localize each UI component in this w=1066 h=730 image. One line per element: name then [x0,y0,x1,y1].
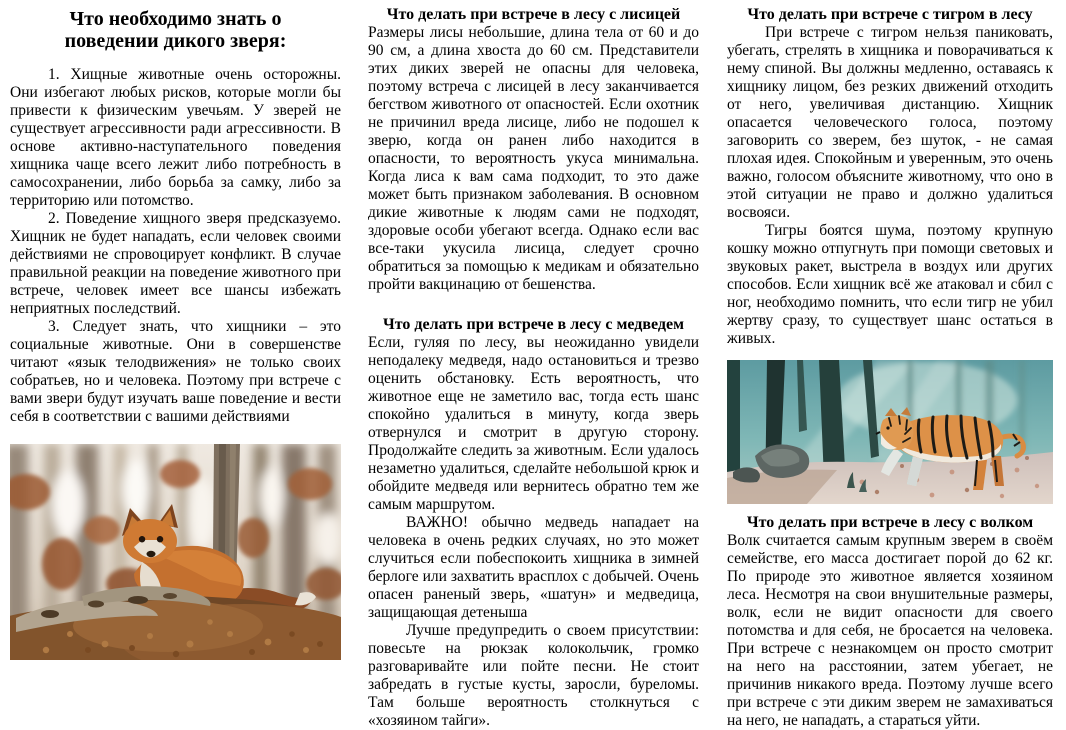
section-bear-heading: Что делать при встрече в лесу с медведем [383,316,684,333]
tiger-photo-illustration [727,360,1053,504]
section-tiger [727,6,1053,348]
fox-photo-illustration [10,444,341,660]
column-tiger-wolf [727,6,1053,730]
section-fox-heading: Что делать при встрече в лесу с лисицей [386,6,681,23]
section-wolf-heading: Что делать при встрече в лесу с волком [746,514,1034,531]
intro-paragraph-2: 2. Поведение хищного зверя предсказуемо. Хищник не будет нападать, если человек своими действиями не спровоцирует конфликт. В случае правильной реакции на поведение животного при встрече, человек имеет все шансы избежать неприятных последствий. [10,210,341,317]
page-title: Что необходимо знать о поведении дикого зверя: [64,8,287,52]
column-fox-bear [368,6,699,730]
section-wolf [727,514,1053,730]
section-tiger-paragraph-1: При встрече с тигром нельзя паниковать, убегать, стрелять в хищника и поворачиваться к нему спиной. Вы должны медленно, оставаясь к хищнику лицом, без резких движений отходить от него, увеличивая дистанцию. Хищник опасается человеческого голоса, поэтому заговорить со зверем, без шуток, - не самая плохая идея. Спокойным и уверенным, это очень важно, голосом объясните животному, что оно в этой ситуации не право и должно удалиться восвояси. [727,24,1053,221]
section-bear-paragraph-3: Лучше предупредить о своем присутствии: повесьте на рюкзак колокольчик, громко разговаривайте или пойте песни. Не стоит забредать в густые кусты, заросли, буреломы. Там больше вероятность столкнуться с «хозяином тайги». [368,622,699,729]
section-fox-paragraph-1: Размеры лисы небольшие, длина тела от 60 и до 90 см, а длина хвоста до 60 см. Представители этих диких зверей не опасны для человека, поэтому встреча с лисицей в лесу заканчивается бегством животного от опасностей. Если охотник не причинил вреда лисице, либо не подошел к зверю, когда он ранен либо находится в опасности, то вероятность укуса минимальна. Когда лиса к вам сама подходит, то это даже может быть признаком заболевания. В основном дикие животные к людям сами не подходят, здоровые особи убегают всегда. Однако если вас все-таки укусила лисица, следует срочно обратиться за помощью к медикам и обязательно пройти вакцинацию от бешенства. [368,24,699,293]
section-tiger-heading: Что делать при встрече с тигром в лесу [747,6,1033,23]
section-wolf-paragraph-1: Волк считается самым крупным зверем в своём семействе, его масса достигает порой до 62 кг. По природе это животное является хозяином леса. Несмотря на свои внушительные размеры, волк, если не видит опасности для своего потомства и для себя, не бросается на человека. При встрече с незнакомцем он просто смотрит на него на расстоянии, затем убегает, не причинив никакого вреда. Поэтому лучше всего при встрече с эти диким зверем не замахиваться на него, не нападать, а стараться уйти. [727,532,1053,729]
fox-photo [10,444,341,660]
column-behavior-intro [10,6,341,660]
intro-paragraph-3: 3. Следует знать, что хищники – это социальные животные. Они в совершенстве читают «язык телодвижения» не только своих собратьев, но и человека. Поэтому при встрече с вами звери будут изучать ваше поведение и вести себя в соответствии с вашими действиями [10,318,341,425]
tiger-photo [727,360,1053,504]
section-tiger-paragraph-2: Тигры боятся шума, поэтому крупную кошку можно отпугнуть при помощи световых и звуковых ракет, выстрела в воздух или других способов. Если хищник всё же атаковал и сбил с ног, необходимо помнить, что если тигр не убил жертву сразу, то существует шанс остаться в живых. [727,222,1053,347]
section-bear [368,316,699,730]
section-bear-paragraph-2: ВАЖНО! обычно медведь нападает на человека в очень редких случаях, но это может случиться если побеспокоить хищника в зимней берлоге или захватить врасплох с добычей. Очень опасен раненый зверь, «шатун» и медведица, защищающая детеныша [368,514,699,621]
section-fox [368,6,699,294]
section-bear-paragraph-1: Если, гуляя по лесу, вы неожиданно увидели неподалеку медведя, надо остановиться и трезво оценить обстановку. Есть вероятность, что животное еще не заметило вас, тогда есть шанс спокойно удалиться в минуту, когда зверь отвернулся и смотрит в другую сторону. Продолжайте следить за животным. Если удалось незаметно удалиться, сделайте небольшой крюк и обойдите медведя или вернитесь обратно тем же самым маршрутом. [368,334,699,513]
intro-paragraph-1: 1. Хищные животные очень осторожны. Они избегают любых рисков, которые могли бы привести к физическим увечьям. У зверей не существует агрессивности ради агрессивности. В основе активно-наступательного поведения хищника чаще всего лежит либо потребность в самосохранении, либо борьба за самку, либо за территорию или потомство. [10,66,341,209]
